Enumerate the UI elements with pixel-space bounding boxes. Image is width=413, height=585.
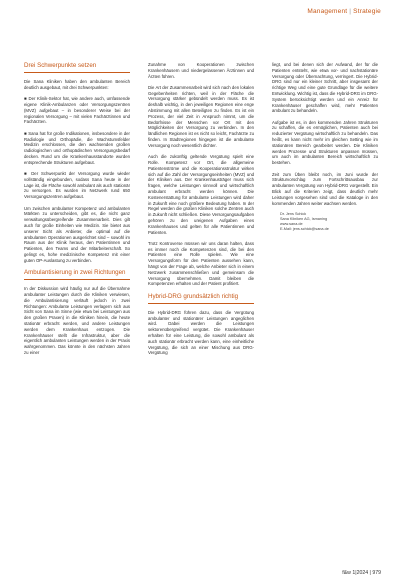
author-contact: Dr. Jens Schick Sana Kliniken AG, Ismaning www.sana.de E-Mail: jens.schick@sana.de	[280, 211, 329, 231]
paragraph: Zeit zum Üben bleibt noch, im Juni wurde der Strukturvorschlag zum Fortschrittsausbau zur ambulanten Vergütung von Hybrid-DRG vorgestellt. Ein Blick auf die Kriterien zeigt, dass deutlich mehr Leistungen vorgesehen sind und die Kataloge in den kommenden Jahren weiter wachsen werden.	[272, 171, 378, 206]
paragraph: Die Hybrid-DRG führen dazu, dass die Vergütung ambulanter und stationärer Leistungen angeglichen wird. Dabei werden die Leistungen sektorenübergreifend vergütet. Die Krankenhäuser erhalten für eine Leistung, die sowohl ambulant als auch stationär erbracht werden kann, eine einheitliche Vergütung, die sich an einer Mischung aus DRG-Vergütung	[148, 309, 254, 356]
paragraph: Die Sana Kliniken haben den ambulanten Bereich deutlich ausgebaut, mit drei Schwerpunkten:	[24, 79, 130, 90]
paragraph: Trotz Kontroverse müssen wir uns daran halten, dass es immer noch die Kompetenzen sind, die bei den Patienten eine Rolle spielen. Wie eine Versorgungsform für den Patienten aussehen kann, hängt von der Frage ab, welche Anbieter sich in einem Netzwerk zusammenschließen und gemeinsam die Versorgung übernehmen. Damit bleiben die Kompetenzen erhalten und der Patient profitiert.	[148, 240, 254, 287]
bullet-paragraph: ■ Sana hat für große Indikationen, insbesondere in der Radiologie und Orthopädie, die Wachstumsfelder Medizin erschlossen, die den wachsenden großen radiologischen und orthopädischen Versorgungsbedarf decken. Rund um die Krankenhausstandorte wurden entsprechende Strukturen aufgebaut.	[24, 130, 130, 165]
bullet-paragraph: ■ Der Schwerpunkt der Versorgung wurde wieder vollständig eingebunden, sodass Sana heute in der Lage ist, die Fläche sowohl ambulant als auch stationär zu versorgen. Es wurden im Netzwerk rund 650 Versorgungszentren aufgebaut.	[24, 171, 130, 200]
paragraph: Aufgabe ist es, in den kommenden Jahren Strukturen zu schaffen, die es ermöglichen, Patienten auch bei reduzierter Vergütung wirtschaftlich zu behandeln. Das heißt, es kann nicht mehr im gleichen Setting wie im stationären Bereich gearbeitet werden. Die Kliniken werden Prozesse und Strukturen anpassen müssen, um auch im ambulanten Bereich wirtschaftlich zu bestehen.	[272, 119, 378, 166]
paragraph: liegt, und bei denen sich der Aufwand, der für die Patienten entsteht, wie etwa vor- und nachstationäre Versorgung oder Übernachtung, verringert. Die Hybrid-DRG sind nur ein kleiner Schritt, aber insgesamt der richtige Weg und eine gute Grundlage für die weitere Entwicklung. Wichtig ist, dass die Hybrid-DRG im DRG-System berücksichtigt werden und ein Anreiz für Krankenhäuser geschaffen wird, mehr Patienten ambulant zu behandeln.	[272, 62, 378, 114]
paragraph: Zunahme von Kooperationen zwischen Krankenhäusern und niedergelassenen Ärztinnen und Ärzten führen.	[148, 62, 254, 79]
column-right	[272, 62, 378, 237]
header-section: Management	[307, 8, 348, 15]
page-footer: f&w 1|2024 | 979	[342, 570, 381, 576]
paragraph: In der Diskussion wird häufig nur auf die Übernahme ambulanter Leistungen durch die Kliniken verwiesen, die Ambulantisierung verläuft jedoch in zwei Richtungen: Ambulante Leistungen verlagern sich aus Sicht von Sana im Sinne (wie etwa bei Leistungen aus den großen Praxen) in die Kliniken hinein, die heute stationär erbracht werden, und andere Leistungen werden dem Krankenhaus entzogen. Die Krankenhäuser stellt die Infrastruktur, aber die eigentlich ambulanten Leistungen werden in der Praxis wahrgenommen. Das könnte in den nächsten Jahren zu einer	[24, 286, 130, 355]
column-left	[24, 62, 130, 361]
paragraph: Um zwischen ambulanter Kompetenz und ambulanten Märkten zu unterscheiden, gibt es, die nicht ganz verwaltungsübergreifende Zusammenarbeit. Dies gilt auch für große Einheiten wie Medizin. Sie bietet aus unserer Sicht als Anbieter, die optimal auf die ambulanten Operationen ausgerichtet sind – sowohl im Raum aus der Klinik heraus, den Patientinnen und Patienten, den Teams und der Mitarbeiterschaft. So gelingt es, hohe medizinische Kompetenz mit einer guten OP-Auslastung zu verbinden.	[24, 205, 130, 263]
heading-ambulantisierung: Ambulantisierung in zwei Richtungen	[24, 269, 130, 280]
header-topic: Strategie	[353, 8, 381, 15]
column-middle	[148, 62, 254, 362]
bullet-paragraph: ■ Der Klinik-Sektor hat, wie andere auch, umfassende eigene Klinik-Ambulanzen oder Versorgungszentren (MVZ) aufgebaut – in besonderer Weise bei der regionalen Versorgung – mit vielen Fachärztinnen und Fachärzten.	[24, 96, 130, 125]
paragraph: Die Art der Zusammenarbeit wird sich nach den lokalen Gegebenheiten richten, weil in der Fläche die Versorgung stärker gebündelt werden muss. Es ist deshalb wichtig, in den jeweiligen Regionen eine enge Abstimmung mit allen Beteiligten zu finden. Es ist ein Prozess, der viel Zeit in Anspruch nimmt, um die Bedürfnisse der Menschen vor Ort mit den Möglichkeiten der Versorgung zu verbinden. In den ländlichen Regionen ist es nicht so leicht, Fachärzte zu finden. In Stadtregionen hingegen ist die ambulante Versorgung noch wesentlich dichter.	[148, 84, 254, 148]
heading-hybrid-drg: Hybrid-DRG grundsätzlich richtig	[148, 293, 254, 304]
running-header	[307, 8, 381, 15]
paragraph: Auch die zukünftig geltende Vergütung spielt eine Rolle. Kompetenz vor Ort, die allgemeine Patientenströme und die Kooperationsstruktur wirken sich auf die Zahl der Versorgungseinheiten (MVZ) und der Kliniken aus. Der Krankenhausträger muss sich fragen, welche Leistungen sinnvoll und wirtschaftlich ambulant erbracht werden können. Die Kostenerstattung für ambulante Leistungen wird daher in Zukunft eine noch größere Bedeutung haben. In der Regel werden die großen Kliniken solche Zentren auch in Zukunft nicht schließen. Diese Versorgungsaufgaben gehören zu den ureigenen Aufgaben eines Krankenhauses und gelten für alle Patientinnen und Patienten.	[148, 154, 254, 235]
header-separator: |	[349, 8, 352, 15]
heading-drei-schwerpunkte: Drei Schwerpunkte setzen	[24, 62, 130, 73]
